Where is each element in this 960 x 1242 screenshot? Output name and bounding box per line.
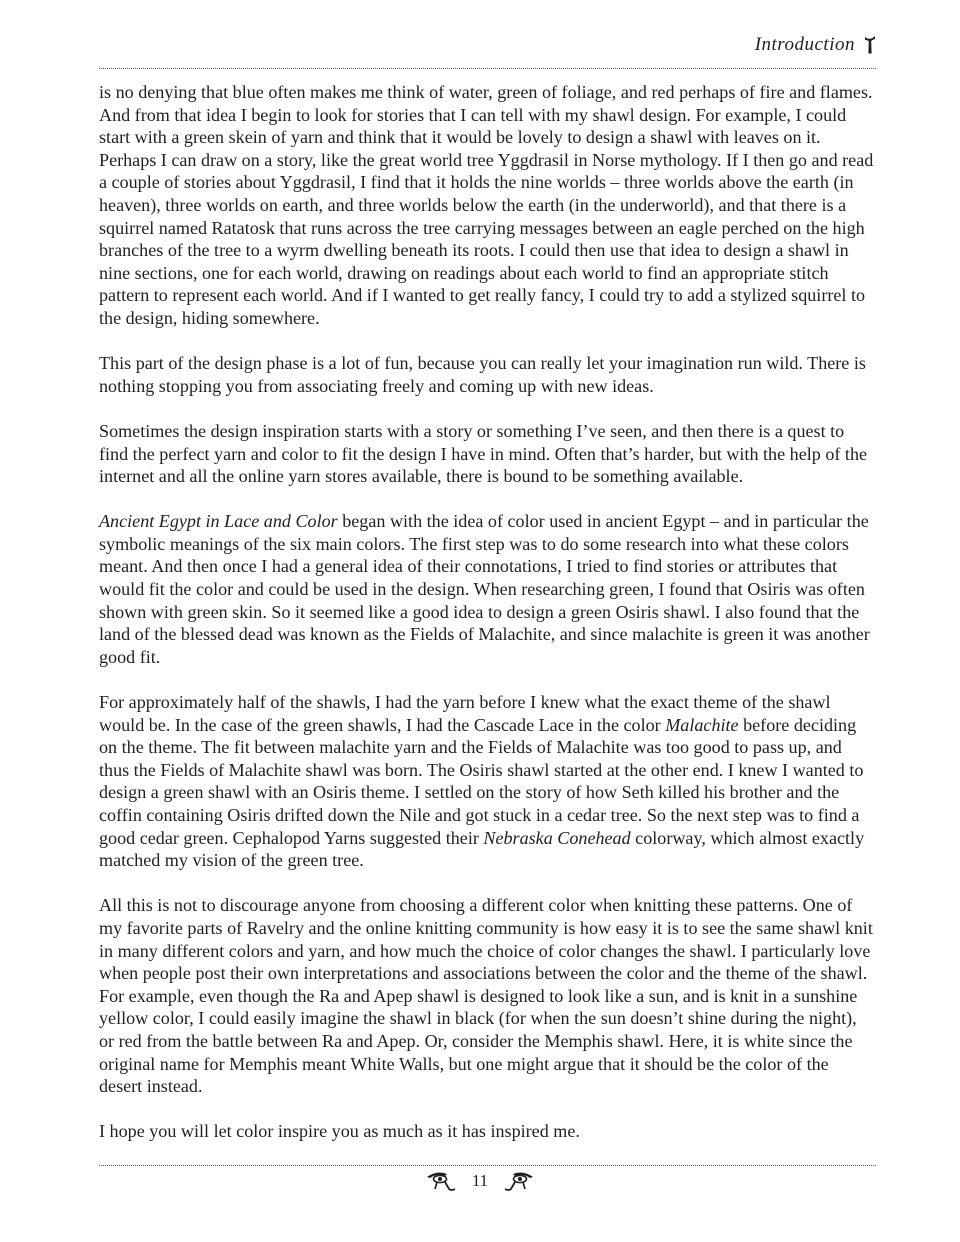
paragraph [99, 352, 876, 397]
footer-divider [99, 1165, 876, 1166]
paragraph [99, 1120, 876, 1143]
paragraph [99, 420, 876, 488]
yarn-color-name: Malachite [665, 714, 739, 735]
page-number: 11 [471, 1171, 489, 1191]
book-title: Ancient Egypt in Lace and Color [99, 511, 338, 532]
eye-of-horus-left-icon [425, 1170, 459, 1192]
paragraph [99, 81, 876, 330]
header-title: Introduction [754, 34, 855, 55]
text-run: For approximately half of the shawls, I had the yarn before I knew what the exact theme of the shawl would be. In the case of the green shawls, I had the Cascade Lace in the color [99, 692, 831, 735]
text-run: is no denying that blue often makes me think of water, green of foliage, and red perhaps of fire and flames. And from that idea I begin to look for stories that I can tell with my shawl design. For example, I could start with a green skein of yarn and think that it would be lovely to design a shawl with leaves on it. Perhaps I can draw on a story, like the great world tree Yggdrasil in Norse mythology. If I then go and read a couple of stories about Yggdrasil, I find that it holds the nine worlds – three worlds above the earth (in heaven), three worlds on earth, and three worlds below the earth (in the underworld), and that there is a squirrel named Ratatosk that runs across the tree carrying messages between an eagle perched on the high branches of the tree to a wyrm dwelling beneath its roots. I could then use that idea to design a shawl in nine sections, one for each world, drawing on readings about each world to find an appropriate stitch pattern to represent each world. And if I wanted to get really fancy, I could try to add a stylized squirrel to the design, hiding somewhere. [99, 82, 874, 328]
text-run: colorway, which almost exactly matched my vision of the green tree. [99, 827, 865, 871]
text-run: This part of the design phase is a lot of fun, because you can really let your imagination run wild. There is nothing stopping you from associating freely and coming up with new ideas. [99, 353, 866, 396]
paragraph [99, 510, 876, 668]
text-run: began with the idea of color used in ancient Egypt – and in particular the symbolic meanings of the six main colors. The first step was to do some research into what these colors meant. And then once I had a general idea of their connotations, I tried to find stories or attributes that would fit the color and could be used in the design. When researching green, I found that Osiris was often shown with green skin. So it seemed like a good idea to design a green Osiris shawl. I also found that the land of the blessed dead was known as the Fields of Malachite, and since malachite is green it was another good fit. [99, 511, 870, 667]
header-divider [99, 68, 876, 69]
running-header [99, 34, 876, 60]
text-run: I hope you will let color inspire you as much as it has inspired me. [99, 1121, 580, 1142]
text-run: Sometimes the design inspiration starts with a story or something I’ve seen, and then there is a quest to find the perfect yarn and color to fit the design I have in mind. Often that’s harder, but with the help of the internet and all the online yarn stores available, there is bound to be something available. [99, 420, 868, 487]
text-run: All this is not to discourage anyone from choosing a different color when knitting these patterns. One of my favorite parts of Ravelry and the online knitting community is how easy it is to see the same shawl knit in many different colors and yarn, and how much the choice of color changes the shawl. I particularly love when people post their own interpretations and associations between the color and the theme of the shawl. For example, even though the Ra and Apep shawl is designed to look like a sun, and is knit in a sunshine yellow color, I could easily imagine the shawl in black (for when the sun doesn’t shine during the night), or red from the battle between Ra and Apep. Or, consider the Memphis shawl. Here, it is white since the original name for Memphis meant White Walls, but one might argue that it should be the color of the desert instead. [99, 895, 873, 1097]
paragraph [99, 691, 876, 872]
eye-of-horus-right-icon [501, 1170, 535, 1192]
ankh-icon [864, 35, 876, 55]
yarn-colorway-name: Nebraska Conehead [483, 827, 631, 848]
page-footer [0, 1170, 960, 1192]
paragraph [99, 894, 876, 1097]
body-text [99, 81, 876, 1143]
text-run: before deciding on the theme. The fit between malachite yarn and the Fields of Malachite was too good to pass up, and thus the Fields of Malachite shawl was born. The Osiris shawl started at the other end. I knew I wanted to design a green shawl with an Osiris theme. I settled on the story of how Seth killed his brother and the coffin containing Osiris drifted down the Nile and got stuck in a cedar tree. So the next step was to find a good cedar green. Cephalopod Yarns suggested their [99, 714, 864, 848]
